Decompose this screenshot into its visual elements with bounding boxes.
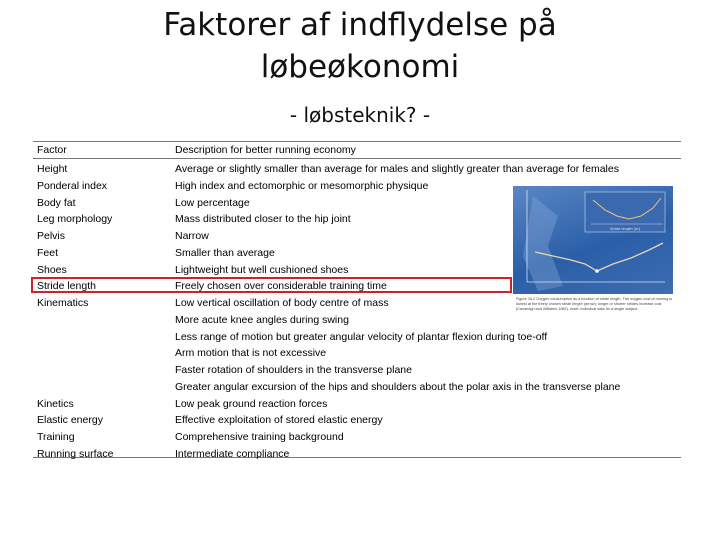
table-header-rule bbox=[33, 158, 681, 159]
table-row bbox=[33, 412, 681, 428]
description-cell: Faster rotation of shoulders in the transverse plane bbox=[175, 364, 412, 376]
table-row bbox=[33, 362, 681, 378]
description-cell: Comprehensive training background bbox=[175, 431, 344, 443]
factor-cell: Pelvis bbox=[37, 230, 66, 242]
factor-cell: Shoes bbox=[37, 263, 67, 276]
title-line-2: løbeøkonomi bbox=[260, 49, 460, 85]
description-cell: More acute knee angles during swing bbox=[175, 313, 349, 326]
description-cell: Low peak ground reaction forces bbox=[175, 397, 328, 410]
factor-cell: Body fat bbox=[37, 196, 76, 209]
factor-cell: Training bbox=[37, 431, 75, 443]
factor-cell: Feet bbox=[37, 246, 59, 259]
title-line-1: Faktorer af indflydelse på bbox=[163, 7, 557, 43]
table-row bbox=[33, 345, 681, 361]
factor-cell: Kinematics bbox=[37, 297, 89, 309]
inset-xlabel: Stride length (m) bbox=[610, 227, 640, 231]
stride-length-highlight bbox=[31, 277, 512, 293]
description-cell: Intermediate compliance bbox=[175, 447, 290, 460]
slide-title bbox=[0, 4, 720, 88]
description-cell: Greater angular excursion of the hips and shoulders about the polar axis in the transverse plane bbox=[175, 380, 621, 393]
figure-graphic bbox=[513, 186, 673, 294]
figure-caption: Figure 16.2 Oxygen consumption as a function of stride length. The oxygen cost of running is lowest at the freely chosen stride length (arrow); longer or shorter strides increase cost (Cavanagh and Williams 1982). Inset: individual data for a single subject. bbox=[516, 297, 673, 311]
description-cell: Less range of motion but greater angular velocity of plantar flexion during toe-off bbox=[175, 330, 548, 343]
description-cell: Effective exploitation of stored elastic energy bbox=[175, 414, 383, 427]
table-row bbox=[33, 161, 681, 177]
table-header-row bbox=[33, 142, 681, 158]
table-row bbox=[33, 329, 681, 345]
description-cell: Average or slightly smaller than average for males and slightly greater than average for females bbox=[175, 163, 619, 175]
table-row bbox=[33, 446, 681, 462]
description-cell: Low vertical oscillation of body centre of mass bbox=[175, 297, 389, 309]
description-cell: High index and ectomorphic or mesomorphic physique bbox=[175, 179, 429, 192]
optimum-point bbox=[595, 269, 599, 273]
table-row bbox=[33, 396, 681, 412]
table-row bbox=[33, 379, 681, 395]
description-cell: Narrow bbox=[175, 230, 209, 242]
factor-cell: Height bbox=[37, 163, 68, 175]
factor-cell: Stride length bbox=[37, 280, 96, 293]
description-cell: Smaller than average bbox=[175, 246, 275, 259]
table-row bbox=[33, 429, 681, 445]
factor-cell: Running surface bbox=[37, 447, 114, 460]
factor-cell: Leg morphology bbox=[37, 213, 113, 226]
description-cell: Arm motion that is not excessive bbox=[175, 347, 327, 360]
description-cell: Low percentage bbox=[175, 196, 250, 209]
description-cell: Freely chosen over considerable training time bbox=[175, 280, 387, 293]
runner-image-area bbox=[523, 196, 563, 291]
factor-cell: Kinetics bbox=[37, 397, 74, 410]
description-cell: Mass distributed closer to the hip joint bbox=[175, 213, 351, 226]
slide-subtitle: - løbsteknik? - bbox=[289, 103, 431, 127]
stride-length-figure bbox=[513, 186, 673, 294]
header-description: Description for better running economy bbox=[175, 144, 356, 156]
description-cell: Lightweight but well cushioned shoes bbox=[175, 263, 349, 276]
factor-cell: Elastic energy bbox=[37, 414, 103, 427]
header-factor: Factor bbox=[37, 144, 67, 156]
factor-cell: Ponderal index bbox=[37, 179, 108, 192]
table-row bbox=[33, 312, 681, 328]
inset-chart bbox=[585, 192, 665, 232]
